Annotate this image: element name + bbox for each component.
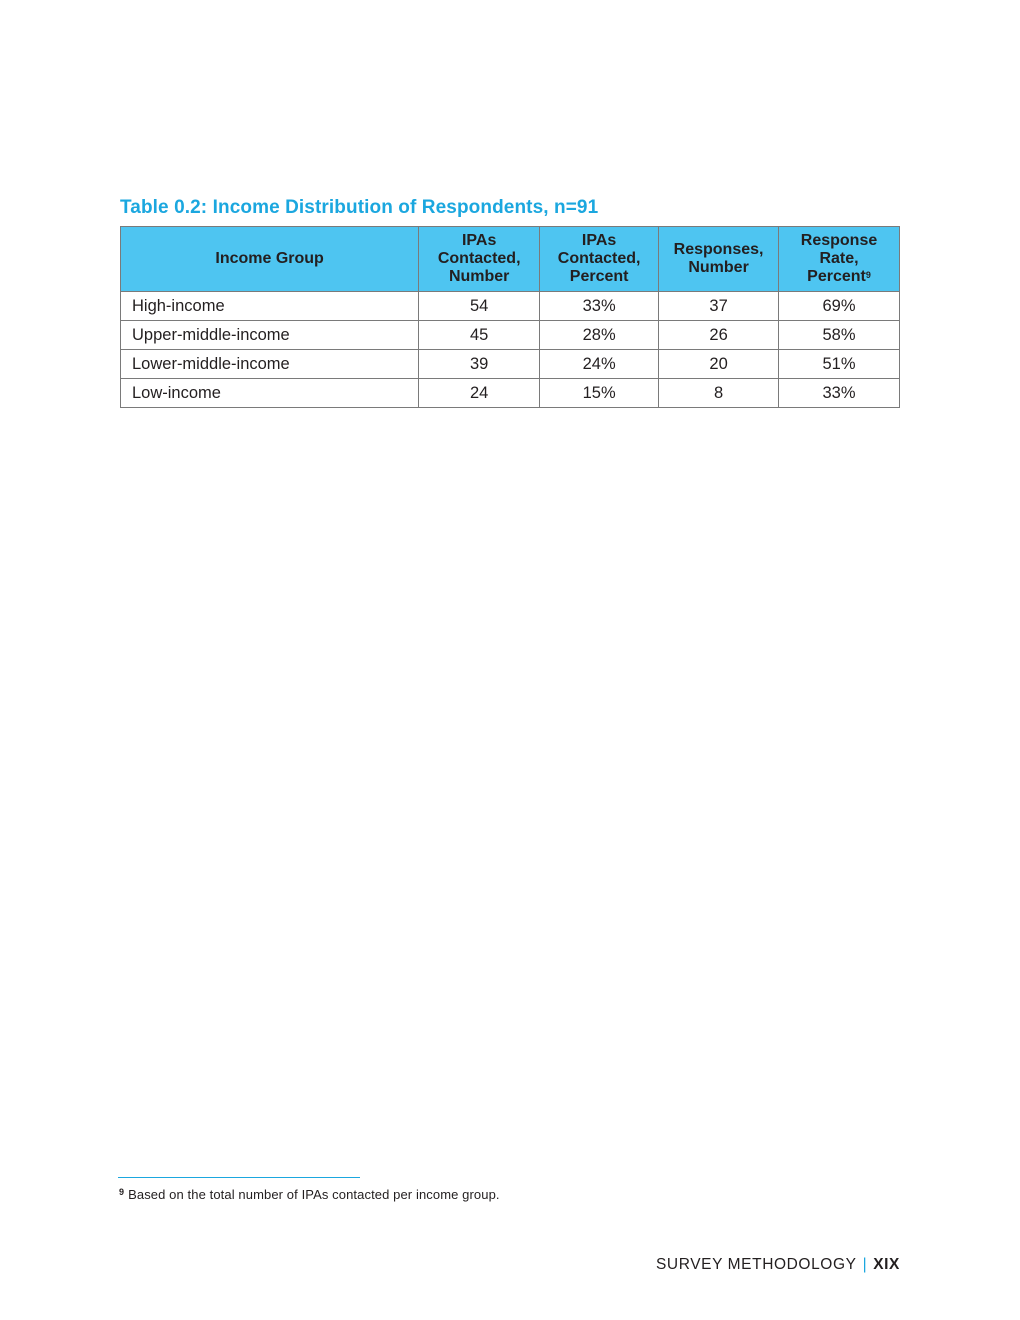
table-row <box>121 379 900 408</box>
cell-income-group: High-income <box>121 292 419 321</box>
header-responses-number: Responses, Number <box>659 227 779 292</box>
cell-ipas-contacted-number: 45 <box>419 321 540 350</box>
cell-response-rate-percent: 33% <box>779 379 900 408</box>
table-header-row <box>121 227 900 292</box>
table-row <box>121 292 900 321</box>
cell-ipas-contacted-percent: 15% <box>540 379 659 408</box>
cell-income-group: Upper-middle-income <box>121 321 419 350</box>
page-footer <box>656 1256 900 1274</box>
cell-ipas-contacted-percent: 33% <box>540 292 659 321</box>
cell-ipas-contacted-percent: 24% <box>540 350 659 379</box>
page-number: XIX <box>873 1256 900 1273</box>
cell-responses-number: 20 <box>659 350 779 379</box>
header-income-group: Income Group <box>121 227 419 292</box>
header-ipas-contacted-percent: IPAs Contacted, Percent <box>540 227 659 292</box>
footnote <box>119 1187 500 1202</box>
footer-section-title: SURVEY METHODOLOGY <box>655 1256 857 1273</box>
footer-separator: | <box>862 1256 868 1273</box>
cell-responses-number: 8 <box>659 379 779 408</box>
cell-ipas-contacted-number: 39 <box>419 350 540 379</box>
footnote-divider <box>118 1177 360 1178</box>
footnote-number: 9 <box>119 1187 125 1197</box>
cell-responses-number: 37 <box>659 292 779 321</box>
table-row <box>121 321 900 350</box>
cell-ipas-contacted-number: 54 <box>419 292 540 321</box>
cell-response-rate-percent: 69% <box>779 292 900 321</box>
footnote-reference: 9 <box>865 270 871 280</box>
income-distribution-table <box>120 226 900 408</box>
cell-ipas-contacted-percent: 28% <box>540 321 659 350</box>
table-title: Table 0.2: Income Distribution of Respondents, n=91 <box>120 197 599 218</box>
cell-ipas-contacted-number: 24 <box>419 379 540 408</box>
header-response-rate-label: Response Rate, Percent <box>800 232 878 285</box>
table-row <box>121 350 900 379</box>
cell-response-rate-percent: 58% <box>779 321 900 350</box>
cell-income-group: Lower-middle-income <box>121 350 419 379</box>
footnote-text: Based on the total number of IPAs contacted per income group. <box>128 1187 500 1202</box>
cell-responses-number: 26 <box>659 321 779 350</box>
header-response-rate-percent <box>779 227 900 292</box>
cell-income-group: Low-income <box>121 379 419 408</box>
header-ipas-contacted-number: IPAs Contacted, Number <box>419 227 540 292</box>
cell-response-rate-percent: 51% <box>779 350 900 379</box>
